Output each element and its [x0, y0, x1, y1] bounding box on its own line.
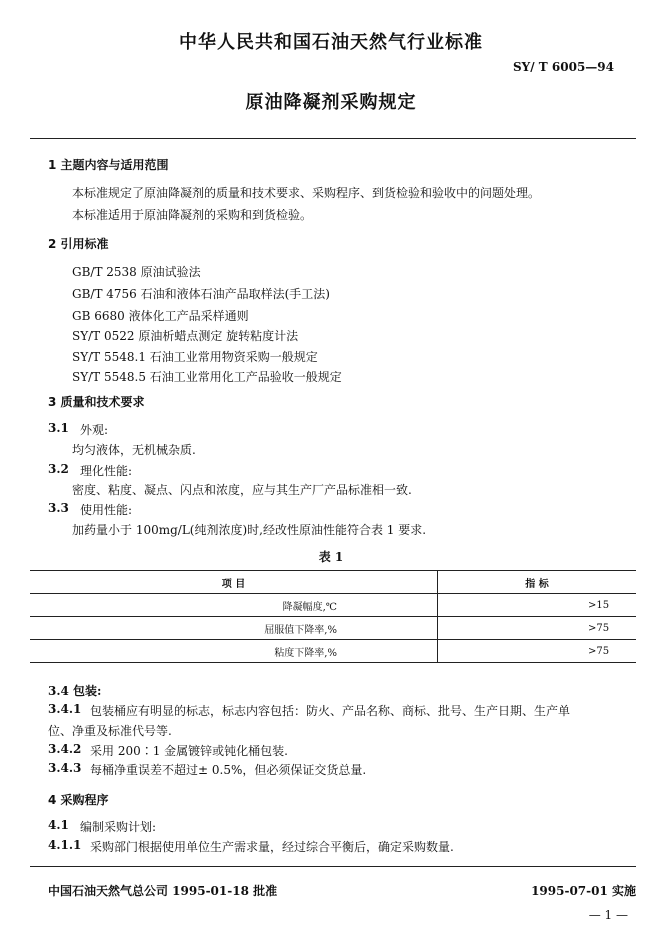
- clause-3-4-2-number: 3.4.2: [48, 742, 82, 756]
- effective-date: 1995-07-01 实施: [531, 884, 636, 898]
- clause-3-3-label: 使用性能:: [80, 503, 133, 517]
- clause-3-3-text: 加药量小于 100mg/L(纯剂浓度)时,经改性原油性能符合表 1 要求.: [72, 523, 427, 537]
- clause-3-1-text: 均匀液体，无机械杂质.: [72, 443, 196, 457]
- clause-3-4-3-number: 3.4.3: [48, 761, 82, 775]
- clause-3-1-label: 外观:: [80, 423, 109, 437]
- reference-item: GB/T 2538 原油试验法: [72, 265, 201, 279]
- clause-3-4-3-text: 每桶净重误差不超过± 0.5%，但必须保证交货总量.: [90, 763, 367, 777]
- clause-3-1-number: 3.1: [48, 421, 69, 435]
- table-row: [30, 617, 636, 640]
- clause-3-4-1-line-2: 位、净重及标准代号等.: [48, 724, 172, 738]
- table-cell-value: >75: [438, 640, 637, 663]
- standard-code: SY/ T 6005—94: [513, 60, 614, 74]
- table-header-index: 指 标: [438, 571, 637, 594]
- approval-line: 中国石油天然气总公司 1995-01-18 批准: [48, 884, 278, 898]
- page-number: — 1 —: [588, 908, 628, 922]
- table-cell-item: 降凝幅度,℃: [30, 594, 438, 617]
- clause-3-3-number: 3.3: [48, 501, 69, 515]
- clause-4-1-1-number: 4.1.1: [48, 838, 82, 852]
- section-4-heading: 4 采购程序: [48, 793, 109, 807]
- clause-3-4-1-number: 3.4.1: [48, 702, 82, 716]
- clause-3-4-heading: 3.4 包装:: [48, 684, 102, 698]
- table-row: [30, 594, 636, 617]
- clause-4-1-text: 编制采购计划:: [80, 820, 157, 834]
- header-rule: [30, 138, 636, 139]
- reference-item: SY/T 5548.1 石油工业常用物资采购一般规定: [72, 350, 318, 364]
- issuing-organization: 中华人民共和国石油天然气行业标准: [179, 32, 483, 53]
- footer-rule: [30, 866, 636, 867]
- document-title: 原油降凝剂采购规定: [245, 92, 417, 113]
- table-cell-item: 粘度下降率,%: [30, 640, 438, 663]
- clause-3-2-number: 3.2: [48, 462, 69, 476]
- clause-3-4-1-line-1: 包装桶应有明显的标志，标志内容包括：防火、产品名称、商标、批号、生产日期、生产单: [90, 704, 571, 718]
- table-row: [30, 640, 636, 663]
- table-header-row: [30, 571, 636, 594]
- section-1-paragraph-2: 本标准适用于原油降凝剂的采购和到货检验。: [72, 208, 313, 222]
- reference-item: SY/T 0522 原油析蜡点测定 旋转粘度计法: [72, 329, 299, 343]
- clause-4-1-1-text: 采购部门根据使用单位生产需求量，经过综合平衡后，确定采购数量.: [90, 840, 454, 854]
- table-cell-value: >15: [438, 594, 637, 617]
- clause-4-1-number: 4.1: [48, 818, 69, 832]
- clause-3-4-2-text: 采用 200∶1 金属镀锌或钝化桶包装.: [90, 744, 288, 758]
- section-1-paragraph-1: 本标准规定了原油降凝剂的质量和技术要求、采购程序、到货检验和验收中的问题处理。: [72, 186, 541, 200]
- clause-3-2-text: 密度、粘度、凝点、闪点和浓度，应与其生产厂产品标准相一致.: [72, 483, 412, 497]
- reference-item: SY/T 5548.5 石油工业常用化工产品验收一般规定: [72, 370, 342, 384]
- table-1-caption: 表 1: [318, 550, 344, 564]
- section-3-heading: 3 质量和技术要求: [48, 395, 145, 409]
- table-cell-value: >75: [438, 617, 637, 640]
- section-1-heading: 1 主题内容与适用范围: [48, 158, 169, 172]
- section-2-heading: 2 引用标准: [48, 237, 109, 251]
- clause-3-2-label: 理化性能:: [80, 464, 133, 478]
- table-1: [30, 570, 636, 663]
- reference-item: GB/T 4756 石油和液体石油产品取样法(手工法): [72, 287, 330, 301]
- table-cell-item: 屈服值下降率,%: [30, 617, 438, 640]
- table-header-item: 项 目: [30, 571, 438, 594]
- reference-item: GB 6680 液体化工产品采样通则: [72, 309, 249, 323]
